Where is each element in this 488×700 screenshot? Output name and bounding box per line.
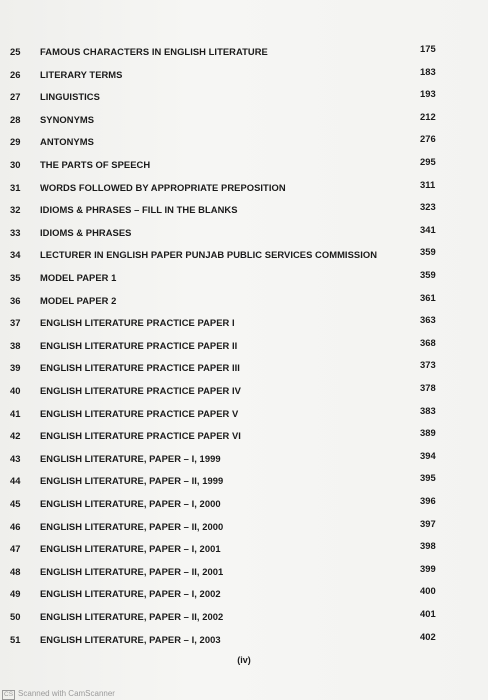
toc-entry-number: 36 — [10, 294, 21, 306]
toc-entry — [0, 178, 488, 202]
toc-entry — [0, 133, 488, 156]
toc-entry — [0, 246, 488, 269]
toc-entry-page: 383 — [420, 404, 436, 416]
toc-entry — [0, 495, 488, 518]
camscanner-text: Scanned with CamScanner — [18, 689, 115, 698]
toc-entry-title: ENGLISH LITERATURE, PAPER – I, 2002 — [40, 588, 221, 600]
toc-entry-title: ENGLISH LITERATURE, PAPER – II, 2000 — [40, 520, 224, 532]
toc-entry-page: 212 — [420, 110, 436, 122]
toc-entry-page: 402 — [420, 630, 436, 642]
page-footer-number: (iv) — [237, 655, 251, 665]
toc-entry — [0, 336, 488, 360]
toc-entry-page: 363 — [420, 314, 436, 326]
toc-entry-title: WORDS FOLLOWED BY APPROPRIATE PREPOSITION — [40, 181, 286, 193]
toc-entry-page: 193 — [420, 88, 436, 100]
toc-entry-title: ENGLISH LITERATURE, PAPER – II, 2001 — [40, 565, 224, 577]
toc-entry-page: 311 — [420, 178, 436, 190]
toc-entry-title: ANTONYMS — [40, 136, 94, 148]
camscanner-watermark — [2, 689, 115, 700]
toc-entry-number: 51 — [10, 633, 21, 645]
toc-entry-number: 49 — [10, 588, 21, 600]
toc-entry-title: IDIOMS & PHRASES — [40, 226, 132, 238]
toc-entry — [0, 449, 488, 473]
toc-entry — [0, 201, 488, 224]
toc-entry — [0, 427, 488, 450]
toc-entry-page: 323 — [420, 201, 436, 213]
toc-entry-title: ENGLISH LITERATURE, PAPER – II, 2002 — [40, 611, 224, 622]
toc-entry-title: ENGLISH LITERATURE, PAPER – I, 2001 — [40, 543, 221, 555]
toc-entry — [0, 88, 488, 111]
toc-entry-number: 45 — [10, 498, 21, 509]
toc-entry — [0, 540, 488, 563]
toc-entry-title: ENGLISH LITERATURE PRACTICE PAPER IV — [40, 385, 241, 396]
toc-entry-title: ENGLISH LITERATURE PRACTICE PAPER VI — [40, 430, 241, 442]
toc-entry-title: LINGUISTICS — [40, 91, 100, 103]
toc-entry — [0, 585, 488, 608]
toc-entry-number: 43 — [10, 452, 21, 464]
toc-entry-number: 32 — [10, 204, 21, 216]
toc-entry-page: 389 — [420, 427, 436, 439]
toc-entry-page: 276 — [420, 133, 436, 145]
toc-entry-number: 27 — [10, 91, 21, 103]
toc-entry-page: 397 — [420, 517, 436, 529]
toc-entry-title: ENGLISH LITERATURE, PAPER – I, 2000 — [40, 498, 221, 509]
toc-entry-number: 37 — [10, 317, 21, 329]
toc-entry — [0, 359, 488, 382]
toc-entry — [0, 269, 488, 292]
toc-entry — [0, 314, 488, 337]
toc-entry-title: MODEL PAPER 2 — [40, 294, 117, 306]
toc-entry-number: 28 — [10, 113, 21, 125]
toc-entry-number: 38 — [10, 339, 21, 351]
toc-entry-number: 41 — [10, 407, 21, 419]
toc-entry-title: FAMOUS CHARACTERS IN ENGLISH LITERATURE — [40, 46, 268, 57]
toc-entry-number: 29 — [10, 136, 21, 148]
toc-entry-page: 359 — [420, 269, 436, 280]
camscanner-logo-icon: CS — [4, 691, 14, 698]
toc-entry — [0, 156, 488, 179]
toc-entry-page: 368 — [420, 336, 436, 348]
toc-entry-number: 50 — [10, 611, 21, 622]
toc-entry-number: 42 — [10, 430, 21, 442]
toc-entry-number: 25 — [10, 46, 21, 57]
toc-entry-number: 40 — [10, 385, 21, 396]
toc-entry-title: ENGLISH LITERATURE, PAPER – I, 2003 — [40, 633, 221, 645]
toc-entry-title: ENGLISH LITERATURE, PAPER – II, 1999 — [40, 475, 224, 487]
toc-entry-title: ENGLISH LITERATURE PRACTICE PAPER II — [40, 339, 238, 351]
toc-entry-page: 394 — [420, 449, 436, 461]
toc-entry-page: 401 — [420, 608, 436, 619]
toc-entry-title: LITERARY TERMS — [40, 68, 123, 80]
toc-entry-title: ENGLISH LITERATURE PRACTICE PAPER V — [40, 407, 239, 419]
toc-entry-page: 361 — [420, 291, 436, 303]
toc-entry-page: 341 — [420, 223, 436, 235]
toc-entry — [0, 291, 488, 315]
toc-entry-number: 44 — [10, 475, 21, 487]
toc-entry — [0, 517, 488, 541]
toc-entry-page: 373 — [420, 359, 436, 371]
toc-entry-title: ENGLISH LITERATURE PRACTICE PAPER III — [40, 362, 240, 374]
toc-entry-page: 175 — [420, 43, 436, 54]
toc-entry-number: 39 — [10, 362, 21, 374]
toc-entry-page: 183 — [420, 65, 436, 77]
toc-entry — [0, 630, 488, 654]
toc-entry-page: 400 — [420, 585, 436, 597]
toc-entry — [0, 110, 488, 134]
toc-entry-page: 295 — [420, 156, 436, 167]
toc-entry — [0, 382, 488, 405]
toc-entry-title: SYNONYMS — [40, 113, 95, 125]
toc-entry-number: 26 — [10, 68, 21, 80]
toc-entry-title: ENGLISH LITERATURE, PAPER – I, 1999 — [40, 452, 221, 464]
toc-entry-title: MODEL PAPER 1 — [40, 272, 117, 283]
toc-entry-number: 46 — [10, 520, 21, 532]
toc-entry — [0, 608, 488, 631]
toc-entry — [0, 65, 488, 89]
toc-entry-page: 396 — [420, 495, 436, 506]
toc-entry-number: 47 — [10, 543, 21, 555]
toc-entry-page: 395 — [420, 472, 436, 484]
toc-entry-number: 31 — [10, 181, 21, 193]
toc-entry-page: 378 — [420, 382, 436, 393]
toc-entry-page: 359 — [420, 246, 436, 258]
toc-entry-title: IDIOMS & PHRASES – FILL IN THE BLANKS — [40, 204, 238, 216]
toc-entry — [0, 223, 488, 247]
toc-entry-page: 398 — [420, 540, 436, 552]
toc-entry-number: 35 — [10, 272, 21, 283]
toc-entry-number: 48 — [10, 565, 21, 577]
toc-entry-number: 33 — [10, 226, 21, 238]
toc-entry-title: LECTURER IN ENGLISH PAPER PUNJAB PUBLIC SERVICES COMMISSION — [40, 249, 378, 261]
toc-entry — [0, 404, 488, 428]
toc-entry — [0, 472, 488, 495]
toc-entry-title: THE PARTS OF SPEECH — [40, 159, 151, 170]
toc-entry — [0, 562, 488, 586]
toc-entry-number: 34 — [10, 249, 21, 261]
toc-entry-number: 30 — [10, 159, 21, 170]
toc-entry-page: 399 — [420, 562, 436, 574]
toc-entry-title: ENGLISH LITERATURE PRACTICE PAPER I — [40, 317, 235, 329]
toc-entry — [0, 43, 488, 66]
